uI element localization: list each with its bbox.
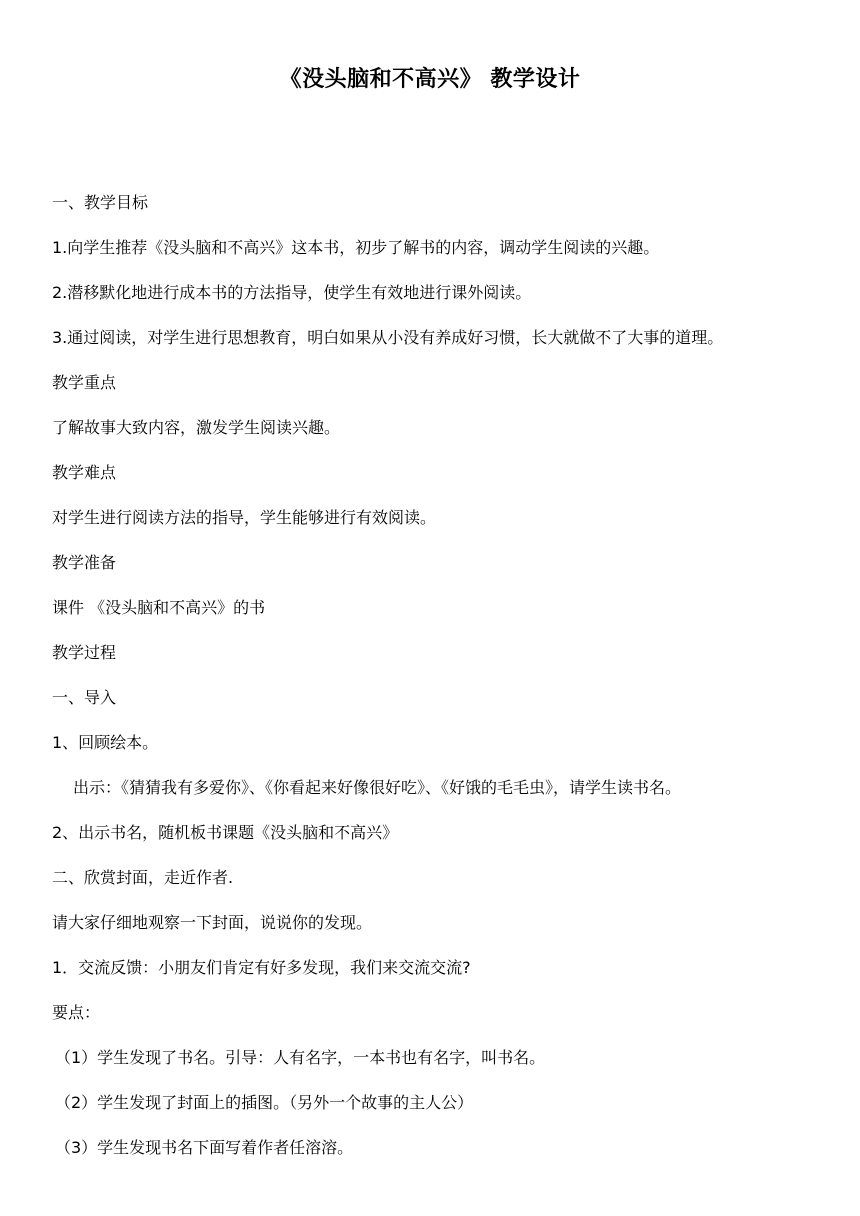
difficulties-text: 对学生进行阅读方法的指导，学生能够进行有效阅读。 bbox=[52, 508, 437, 527]
heading-preparation: 教学准备 bbox=[52, 553, 117, 572]
point-book-title: （1）学生发现了书名。引导：人有名字，一本书也有名字，叫书名。 bbox=[55, 1048, 546, 1067]
goal-item-3: 3.通过阅读，对学生进行思想教育，明白如果从小没有养成好习惯，长大就做不了大事的道理。 bbox=[52, 328, 724, 347]
key-points-label: 要点： bbox=[52, 1003, 101, 1022]
step-show-title: 2、出示书名，随机板书课题《没头脑和不高兴》 bbox=[52, 823, 399, 842]
step-intro-heading: 一、导入 bbox=[52, 688, 117, 707]
preparation-text: 课件 《没头脑和不高兴》的书 bbox=[52, 598, 266, 617]
section-heading-goals: 一、教学目标 bbox=[52, 193, 149, 212]
step-cover-heading: 二、欣赏封面，走近作者. bbox=[52, 868, 234, 887]
exchange-feedback: 1．交流反馈：小朋友们肯定有好多发现，我们来交流交流? bbox=[52, 958, 471, 977]
heading-process: 教学过程 bbox=[52, 643, 117, 662]
cover-observe-prompt: 请大家仔细地观察一下封面，说说你的发现。 bbox=[52, 913, 373, 932]
step-review-books: 1、回顾绘本。 bbox=[52, 733, 159, 752]
heading-key-points: 教学重点 bbox=[52, 373, 117, 392]
point-author: （3）学生发现书名下面写着作者任溶溶。 bbox=[55, 1138, 354, 1157]
show-book-titles: 出示：《猜猜我有多爱你》、《你看起来好像很好吃》、《好饿的毛毛虫》，请学生读书名。 bbox=[73, 778, 682, 797]
goal-item-2: 2.潜移默化地进行成本书的方法指导，使学生有效地进行课外阅读。 bbox=[52, 283, 532, 302]
key-points-text: 了解故事大致内容，激发学生阅读兴趣。 bbox=[52, 418, 341, 437]
point-cover-illustration: （2）学生发现了封面上的插图。（另外一个故事的主人公） bbox=[55, 1093, 474, 1112]
heading-difficulties: 教学难点 bbox=[52, 463, 117, 482]
goal-item-1: 1.向学生推荐《没头脑和不高兴》这本书，初步了解书的内容，调动学生阅读的兴趣。 bbox=[52, 238, 660, 257]
document-title: 《没头脑和不高兴》 教学设计 bbox=[279, 67, 581, 92]
